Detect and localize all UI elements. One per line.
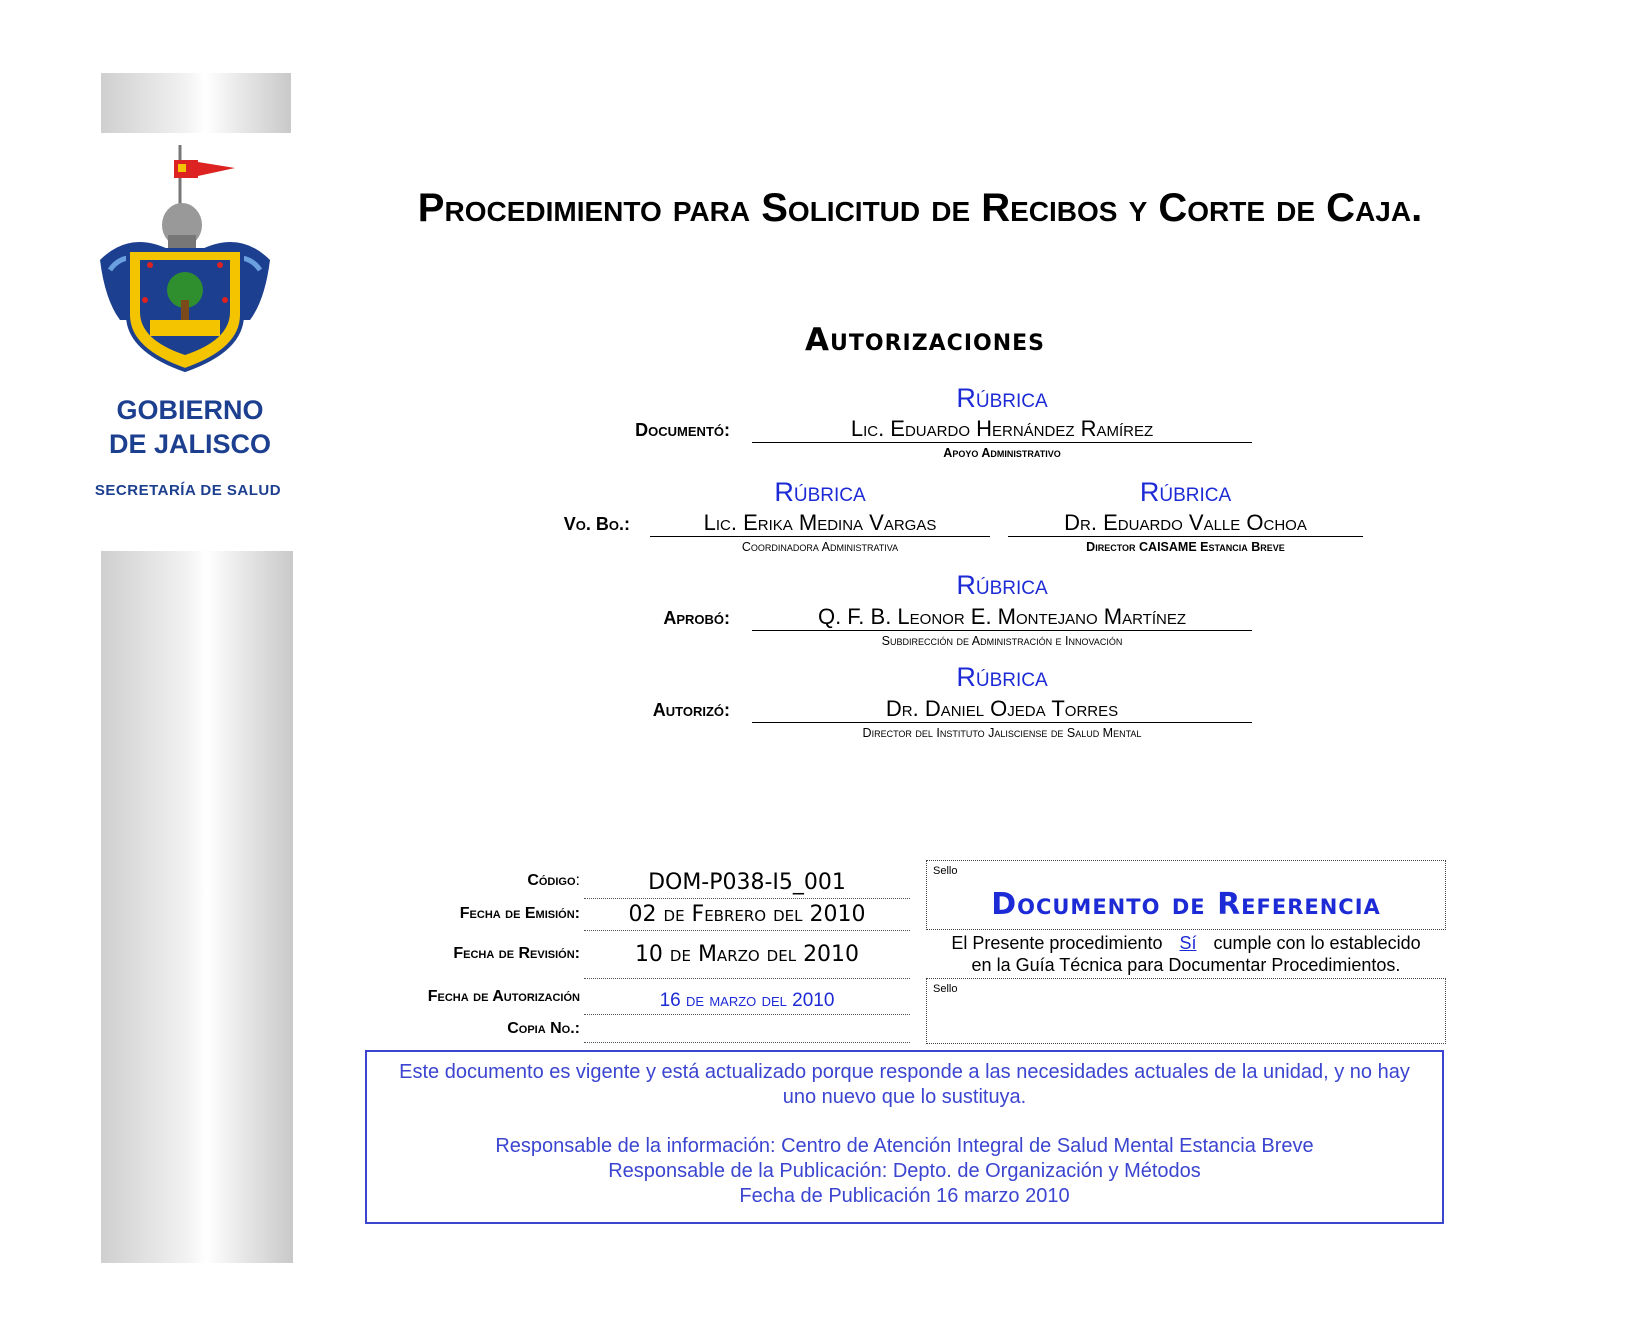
- name-vobo-1: Lic. Erika Medina Vargas: [650, 510, 990, 537]
- logo-text-gobierno: [95, 393, 285, 461]
- role-vobo-2: Director CAISAME Estancia Breve: [1086, 540, 1285, 554]
- value-fecha-emision: 02 de Febrero del 2010: [584, 902, 910, 931]
- rubrica-autorizo: Rúbrica: [956, 662, 1048, 692]
- validity-note-box: [365, 1050, 1444, 1224]
- label-fecha-autorizacion: Fecha de Autorización: [427, 988, 580, 1005]
- note-spacer: [367, 1110, 1442, 1134]
- name-vobo-2: Dr. Eduardo Valle Ochoa: [1008, 510, 1363, 537]
- stamp-statement-line-2: en la Guía Técnica para Documentar Procedimientos.: [971, 955, 1401, 975]
- jalisco-coat-of-arms-icon: [90, 140, 280, 385]
- value-copia-no: [584, 1018, 910, 1043]
- stamp-line1-after: cumple con lo establecido: [1208, 933, 1421, 953]
- note-fecha-pub: Fecha de Publicación 16 marzo 2010: [739, 1185, 1070, 1207]
- stamp-box-bottom: [926, 978, 1446, 1044]
- value-fecha-autorizacion: 16 de marzo del 2010: [584, 990, 910, 1015]
- secretaria-text: SECRETARÍA DE SALUD: [94, 482, 282, 499]
- note-vigente: Este documento es vigente y está actualizado porque responde a las necesidades actuales de la unidad, y no hay uno nuevo que lo sustituya.: [399, 1061, 1410, 1108]
- rubrica-documento: Rúbrica: [956, 383, 1048, 413]
- value-fecha-revision: 10 de Marzo del 2010: [584, 942, 910, 979]
- stamp-statement-line-1: [926, 932, 1446, 954]
- label-fecha-revision: Fecha de Revisión:: [453, 945, 580, 962]
- label-aprobo: Aprobó:: [663, 608, 730, 628]
- label-codigo: [300, 872, 580, 890]
- note-responsable-info: Responsable de la información: Centro de Atención Integral de Salud Mental Estancia Breve: [495, 1135, 1314, 1157]
- stamp-box-top: [926, 860, 1446, 930]
- sello-label-1: Sello: [933, 865, 958, 877]
- documento-referencia-heading: Documento de Referencia: [991, 887, 1381, 922]
- value-codigo: DOM-P038-I5_001: [584, 870, 910, 899]
- logo-line-2: DE JALISCO: [108, 429, 272, 459]
- stamp-answer-text: Sí: [1179, 933, 1197, 953]
- document-title: Procedimiento para Solicitud de Recibos y Corte de Caja.: [417, 186, 1423, 230]
- label-vobo: Vo. Bo.:: [563, 514, 630, 534]
- label-copia-no: Copia No.:: [507, 1020, 580, 1037]
- sidebar-bottom-bar: [101, 551, 293, 1263]
- label-codigo-colon: :: [575, 872, 580, 889]
- rubrica-aprobo: Rúbrica: [956, 570, 1048, 600]
- logo-line-1: GOBIERNO: [116, 395, 264, 425]
- sidebar-top-bar: [101, 73, 291, 133]
- section-title-autorizaciones: Autorizaciones: [805, 322, 1045, 358]
- sello-label-2: Sello: [933, 983, 958, 995]
- note-responsable-pub: Responsable de la Publicación: Depto. de Organización y Métodos: [608, 1160, 1201, 1182]
- label-documento: Documentó:: [635, 420, 730, 440]
- name-documento: Lic. Eduardo Hernández Ramírez: [752, 416, 1252, 443]
- rubrica-vobo-2: Rúbrica: [1139, 477, 1232, 507]
- name-autorizo: Dr. Daniel Ojeda Torres: [752, 696, 1252, 723]
- role-vobo-1: Coordinadora Administrativa: [741, 540, 899, 554]
- label-autorizo: Autorizó:: [652, 700, 730, 720]
- stamp-statement: [926, 932, 1446, 976]
- stamp-line1-before: El Presente procedimiento: [951, 933, 1168, 953]
- stamp-answer: [1167, 933, 1208, 953]
- role-documento: Apoyo Administrativo: [943, 446, 1061, 460]
- role-aprobo: Subdirección de Administración e Innovación: [881, 634, 1123, 648]
- name-aprobo: Q. F. B. Leonor E. Montejano Martínez: [752, 604, 1252, 631]
- role-autorizo: Director del Instituto Jalisciense de Salud Mental: [862, 726, 1142, 740]
- rubrica-vobo-1: Rúbrica: [774, 477, 866, 507]
- label-codigo-text: Código: [527, 872, 576, 889]
- label-fecha-emision: Fecha de Emisión:: [459, 905, 580, 922]
